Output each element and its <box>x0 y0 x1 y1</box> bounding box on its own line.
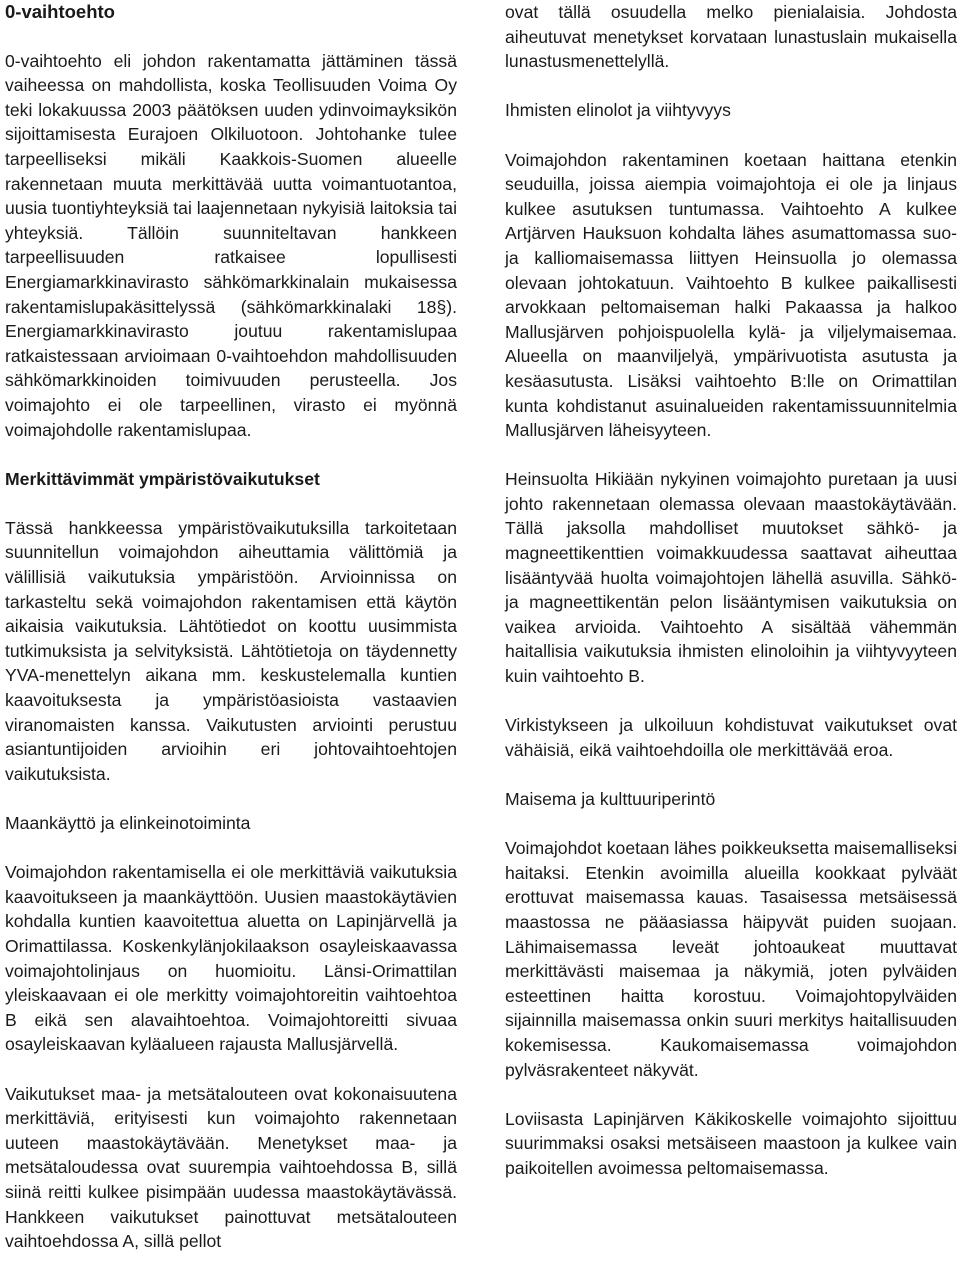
right-column <box>505 0 957 1181</box>
paragraph-0-vaihtoehto: 0-vaihtoehto eli johdon rakentamatta jättäminen tässä vaiheessa on mahdollista, koska Teollisuuden Voima Oy teki lokakuussa 2003 päätöksen uuden ydinvoimayksikön sijoittamisesta Eurajoen Olkiluotoon. Johtohanke tulee tarpeelliseksi mikäli Kaakkois-Suomen alueelle rakennetaan muuta merkittävää uutta voimantuotantoa, uusia tuontiyhteyksiä tai laajennetaan nykyisiä laitoksia tai yhteyksiä. Tällöin suunniteltavan hankkeen tarpeellisuuden ratkaisee lopullisesti Energiamarkkinavirasto sähkömarkkinalain mukaisessa rakentamislupakäsittelyssä (sähkömarkkinalaki 18§). Energiamarkkinavirasto joutuu rakentamislupaa ratkaistessaan arvioimaan 0-vaihtoehdon mahdollisuuden sähkömarkkinoiden toimivuuden perusteella. Jos voimajohto ei ole tarpeellinen, virasto ei myönnä voimajohdolle rakentamislupaa. <box>5 50 457 440</box>
paragraph-loviisa: Loviisasta Lapinjärven Käkikoskelle voimajohto sijoittuu suurimmaksi osaksi metsäiseen maastoon ja kulkee vain paikoitellen avoimessa peltomaisemassa. <box>505 1108 957 1178</box>
paragraph-elinolot: Voimajohdon rakentaminen koetaan haittana etenkin seuduilla, joissa aiempia voimajohtoja ei ole ja linjaus kulkee asutuksen tuntumassa. Vaihtoehto A kulkee Artjärven Hauksuon kohdalta lähes asumattomassa suo- ja kalliomaisemassa liittyen Heinsuolla jo olemassa olevaan johtokatuun. Vaihtoehto B kulkee paikallisesti arvokkaan peltomaiseman halki Pakaassa ja halkoo Mallusjärven pohjoispuolella kylä- ja viljelymaisemaa. Alueella on maanviljelyä, ympärivuotista asutusta ja kesäasutusta. Lisäksi vaihtoehto B:lle on Orimattilan kunta kohdistanut asuinalueiden rakentamissuunnitelmia Mallusjärven läheisyyteen. <box>505 149 957 441</box>
heading-maankaytto: Maankäyttö ja elinkeinotoiminta <box>5 813 251 833</box>
paragraph-maa-ja-metsatalous: Vaikutukset maa- ja metsätalouteen ovat kokonaisuutena merkittäviä, erityisesti kun voimajohto rakennetaan uuteen maastokäytävään. Menetykset maa- ja metsätaloudessa ovat suurempia vaihtoehdossa B, sillä siinä reitti kulkee pisimpään uudessa maastokäytävässä. Hankkeen vaikutukset painottuvat metsätalouteen vaihtoehdossa A, sillä pellot <box>5 1083 457 1252</box>
section-title-0-vaihtoehto: 0-vaihtoehto <box>5 1 115 22</box>
paragraph-virkistys: Virkistykseen ja ulkoiluun kohdistuvat vaikutukset ovat vähäisiä, eikä vaihtoehdoilla ole merkittävää eroa. <box>505 715 957 760</box>
heading-maisema: Maisema ja kulttuuriperintö <box>505 789 716 809</box>
paragraph-maisema: Voimajohdot koetaan lähes poikkeuksetta maisemalliseksi haitaksi. Etenkin avoimilla alueilla kookkaat pylväät erottuvat maisemassa kauas. Tasaisessa metsäisessä maastossa ne pääasiassa häipyvät puiden suojaan. Lähimaisemassa leveät johtoaukeat muuttavat merkittävästi maisemaa ja näkymiä, joten pylväiden esteettinen haitta korostuu. Voimajohtopylväiden sijainnilla maisemassa onkin suuri merkitys haitallisuuden kokemisessa. Kaukomaisemassa voimajohdon pylväsrakenteet näkyvät. <box>505 838 957 1080</box>
paragraph-lunastus: ovat tällä osuudella melko pienialaisia. Johdosta aiheutuvat menetykset korvataan lunastuslain mukaisella lunastusmenettelyllä. <box>505 2 957 72</box>
paragraph-maankaytto: Voimajohdon rakentamisella ei ole merkittäviä vaikutuksia kaavoitukseen ja maankäyttöön. Uusien maastokäytävien kohdalla kuntien kaavoitettua aluetta on Lapinjärvellä ja Orimattilassa. Koskenkylänjokilaakson osayleiskaavassa voimajohtolinjaus on huomioitu. Länsi-Orimattilan yleiskaavaan ei ole merkitty voimajohtoreitin vaihtoehtoa B eikä sen alavaihtoehtoa. Voimajohtoreitti sivuaa osayleiskaavan kyläalueen rajausta Mallusjärvellä. <box>5 862 457 1055</box>
heading-elinolot: Ihmisten elinolot ja viihtyvyys <box>505 100 731 121</box>
heading-merkittavimmat-vaikutukset: Merkittävimmät ympäristövaikutukset <box>5 468 320 489</box>
paragraph-heinsuo-hikia: Heinsuolta Hikiään nykyinen voimajohto puretaan ja uusi johto rakennetaan olemassa olevaan maastokäytävään. Tällä jaksolla mahdolliset muutokset sähkö- ja magneettikenttien voimakkuudessa saattavat aiheuttaa lisääntyvää huolta voimajohtojen lähellä asuvilla. Sähkö- ja magneettikentän pelon lisääntymisen vaikutuksia on vaikea arvioida. Vaihtoehto A sisältää vähemmän haitallisia vaikutuksia ihmisten elinoloihin ja viihtyvyyteen kuin vaihtoehto B. <box>505 469 957 687</box>
left-column <box>5 0 457 1254</box>
paragraph-ymparistovaikutukset: Tässä hankkeessa ympäristövaikutuksilla tarkoitetaan suunnitellun voimajohdon aiheuttamia välittömiä ja välillisiä vaikutuksia ympäristöön. Arvioinnissa on tarkasteltu sekä voimajohdon rakentamisen että käytön aikaisia vaikutuksia. Lähtötiedot on koottu uusimmista tutkimuksista ja selvityksistä. Lähtötietoja on täydennetty YVA-menettelyn aikana mm. keskustelemalla kuntien kaavoituksesta ja ympäristöasioista vastaavien viranomaisten kanssa. Vaikutusten arviointi perustuu asiantuntijoiden arvioihin eri johtovaihtoehtojen vaikutuksista. <box>5 517 457 784</box>
